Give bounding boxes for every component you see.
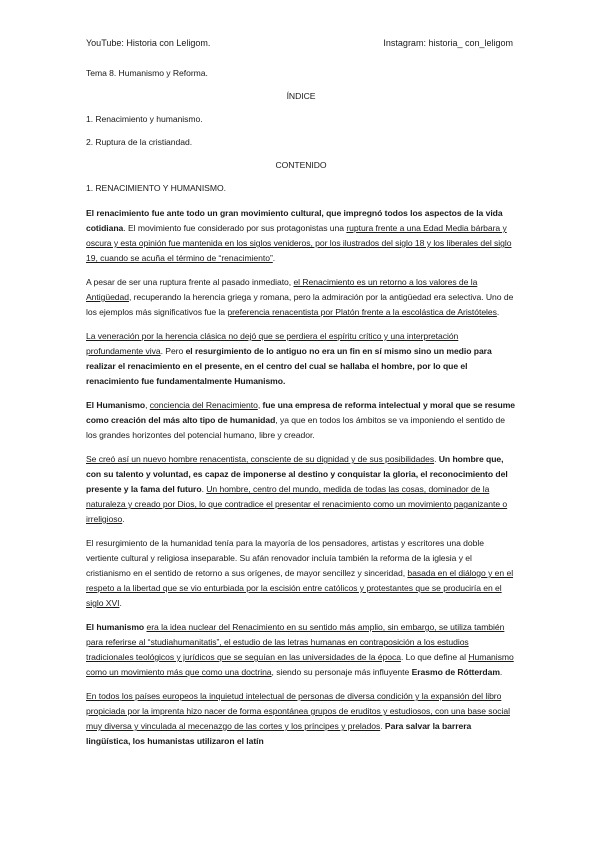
paragraph-8: En todos los países europeos la inquietud intelectual de personas de diversa condición y la expansión del libro propiciada por la imprenta hizo nacer de forma espontánea grupos de eruditos y estudiosos, con una base social muy diversa y vinculada al mecenazgo de las cortes y los príncipes y prelados. Para salvar la barrera lingüística, los humanistas utilizaron el latín [86, 691, 510, 746]
index-item-2: 2. Ruptura de la cristiandad. [86, 137, 193, 147]
paragraph-1: El renacimiento fue ante todo un gran movimiento cultural, que impregnó todos los aspectos de la vida cotidiana. El movimiento fue considerado por sus protagonistas una ruptura frente a una Edad Media bárbara y oscura y esta opinión fue mantenida en los siglos venideros, por los ilustrados del siglo 18 y los liberales del siglo 19, cuando se acuña el término de “renacimiento”. [86, 208, 512, 263]
paragraph-7: El humanismo era la idea nuclear del Renacimiento en su sentido más amplio, sin embargo, se utiliza también para referirse al “studiahumanitatis”, el estudio de las letras humanas en contraposición a los estudios tradicionales teológicos y jurídicos que se seguían en las universidades de la época. Lo que define al Humanismo como un movimiento más que como una doctrina, siendo su personaje más influyente Erasmo de Rótterdam. [86, 622, 514, 677]
document-body [86, 66, 516, 758]
paragraph-2: A pesar de ser una ruptura frente al pasado inmediato, el Renacimiento es un retorno a los valores de la Antigüedad, recuperando la herencia griega y romana, pero la admiración por la antigüedad era selectiva. Uno de los ejemplos más significativos fue la preferencia renacentista por Platón frente a la escolástica de Aristóteles. [86, 277, 514, 317]
header-instagram: Instagram: historia_ con_leligom [383, 38, 513, 48]
index-title: ÍNDICE [286, 91, 316, 101]
topic-title: Tema 8. Humanismo y Reforma. [86, 68, 208, 78]
paragraph-4: El Humanismo, conciencia del Renacimiento, fue una empresa de reforma intelectual y moral que se resume como creación del más alto tipo de humanidad, ya que en todos los ámbitos se va imponiendo el sentido de los grandes horizontes del potencial humano, libre y creador. [86, 400, 516, 440]
paragraph-5: Se creó así un nuevo hombre renacentista, consciente de su dignidad y de sus posibilidades. Un hombre que, con su talento y voluntad, es capaz de imponerse al destino y conquistar la gloria, el reconocimiento del presente y la fama del futuro. Un hombre, centro del mundo, medida de todas las cosas, dominador de la naturaleza y creado por Dios, lo que contradice el presentar el renacimiento como un movimiento paganizante o irreligioso. [86, 454, 508, 524]
contents-title: CONTENIDO [275, 160, 327, 170]
paragraph-6: El resurgimiento de la humanidad tenía para la mayoría de los pensadores, artistas y escritores una doble vertiente cultural y religiosa inseparable. Su afán renovador incluía también la reforma de la iglesia y el cristianismo en el sentido de retorno a sus orígenes, de mayor sencillez y sinceridad, basada en el diálogo y en el respeto a la libertad que se vio enturbiada por la escisión entre católicos y protestantes que se produciría en el siglo XVI. [86, 538, 514, 608]
section-title: 1. RENACIMIENTO Y HUMANISMO. [86, 183, 226, 193]
index-item-1: 1. Renacimiento y humanismo. [86, 114, 203, 124]
paragraph-3: La veneración por la herencia clásica no dejó que se perdiera el espíritu crítico y una interpretación profundamente viva. Pero el resurgimiento de lo antiguo no era un fin en sí mismo sino un medio para realizar el renacimiento en el presente, en el centro del cual se hallaba el hombre, por lo que el renacimiento fue fundamentalmente Humanismo. [86, 331, 492, 386]
header-youtube: YouTube: Historia con Leligom. [86, 38, 211, 48]
